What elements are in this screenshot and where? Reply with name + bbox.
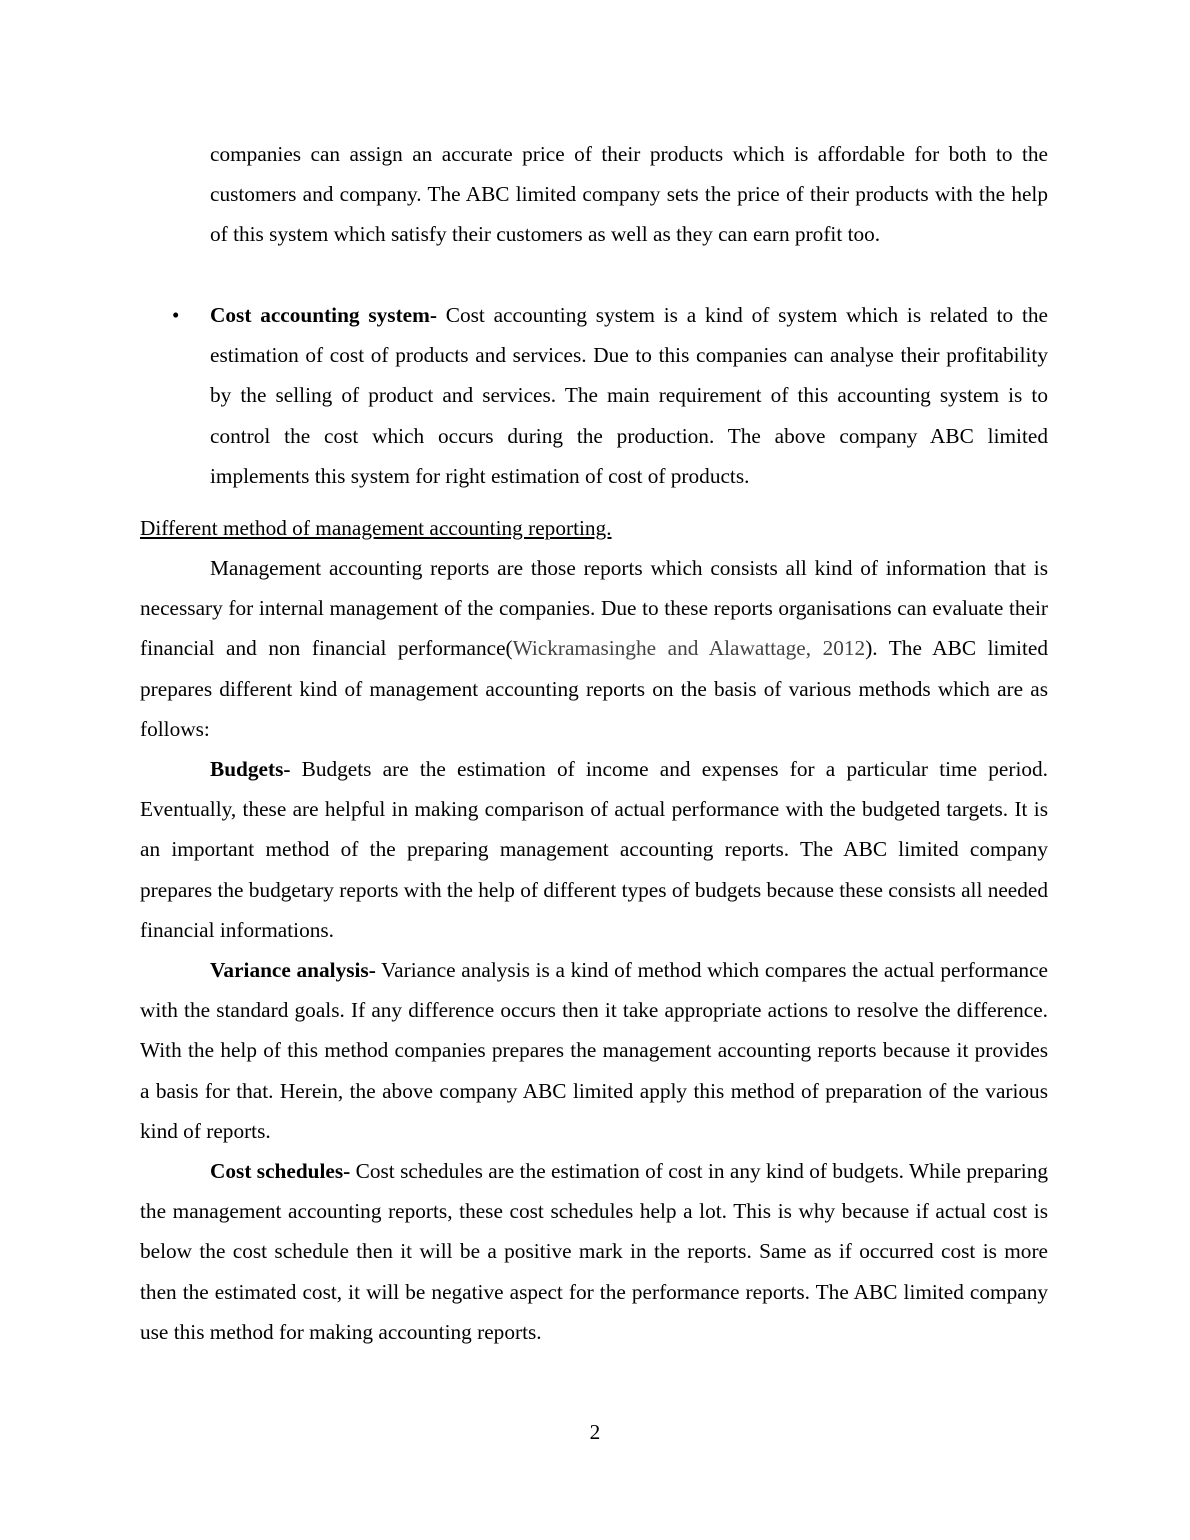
- cost-accounting-text: Cost accounting system is a kind of system which is related to the estimation of cost of products and services. Due to this companies can analyse their profitability by the selling of product and services. The main requirement of this accounting system is to control the cost which occurs during the production. The above company ABC limited implements this system for right estimation of cost of products.: [210, 303, 1048, 488]
- variance-analysis-text: Variance analysis is a kind of method which compares the actual performance with the standard goals. If any difference occurs then it take appropriate actions to resolve the difference. With the help of this method companies prepares the management accounting reports because it provides a basis for that. Herein, the above company ABC limited apply this method of preparation of the various kind of reports.: [140, 958, 1048, 1143]
- variance-analysis-term: Variance analysis-: [210, 958, 376, 982]
- intro-paragraph: [140, 548, 1048, 749]
- cost-schedules-paragraph: [140, 1151, 1048, 1352]
- citation: Wickramasinghe and Alawattage, 2012: [512, 636, 866, 661]
- page-number: 2: [589, 1420, 601, 1444]
- continued-bullet-paragraph: [210, 134, 1048, 255]
- cost-accounting-bullet-paragraph: [210, 295, 1048, 496]
- cost-schedules-text: Cost schedules are the estimation of cost in any kind of budgets. While preparing the management accounting reports, these cost schedules help a lot. This is why because if actual cost is below the cost schedule then it will be a positive mark in the reports. Same as if occurred cost is more then the estimated cost, it will be negative aspect for the performance reports. The ABC limited company use this method for making accounting reports.: [140, 1159, 1048, 1344]
- section-heading: Different method of management accounting reporting.: [140, 516, 612, 540]
- budgets-term: Budgets-: [210, 757, 291, 781]
- continued-bullet-text: companies can assign an accurate price of their products which is affordable for both to the customers and company. The ABC limited company sets the price of their products with the help of this system which satisfy their customers as well as they can earn profit too.: [210, 142, 1048, 247]
- cost-schedules-term: Cost schedules-: [210, 1159, 351, 1183]
- variance-analysis-paragraph: [140, 950, 1048, 1151]
- intro-text-before: Management accounting reports are those reports which consists all kind of information that is necessary for internal management of the companies. Due to these reports organisations can evaluate their financial and non financial performance(: [140, 556, 1048, 661]
- budgets-paragraph: [140, 749, 1048, 950]
- intro-text-after: ). The ABC limited prepares different kind of management accounting reports on the basis of various methods which are as follows:: [140, 636, 1048, 741]
- cost-accounting-term: Cost accounting system-: [210, 303, 437, 327]
- budgets-text: Budgets are the estimation of income and expenses for a particular time period. Eventually, these are helpful in making comparison of actual performance with the budgeted targets. It is an important method of the preparing management accounting reports. The ABC limited company prepares the budgetary reports with the help of different types of budgets because these consists all needed financial informations.: [140, 757, 1048, 942]
- bullet-icon: •: [172, 303, 180, 327]
